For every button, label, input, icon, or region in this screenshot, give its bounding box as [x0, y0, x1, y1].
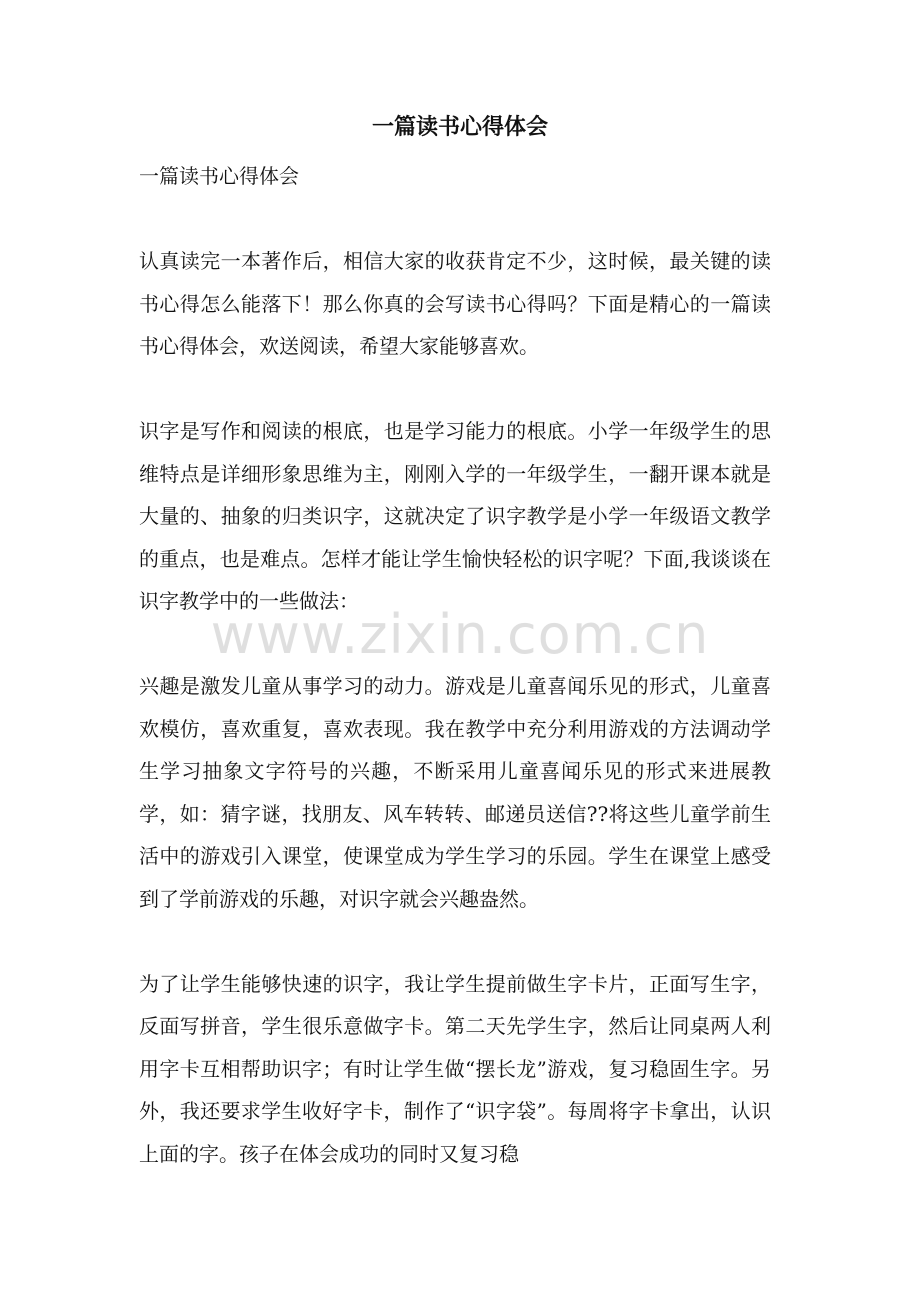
watermark: www.zixin.com.cn — [210, 603, 710, 666]
paragraph-interest: 兴趣是激发儿童从事学习的动力。游戏是儿童喜闻乐见的形式，儿童喜欢模仿，喜欢重复，喜欢表现。我在教学中充分利用游戏的方法调动学生学习抽象文字符号的兴趣，不断采用儿童喜闻乐见的形式来进展教学，如：猜字谜，找朋友、风车转转、邮递员送信??将这些儿童学前生活中的游戏引入课堂，使课堂成为学生学习的乐园。学生在课堂上感受到了学前游戏的乐趣，对识字就会兴趣盎然。 — [139, 674, 771, 911]
page-title: 一篇读书心得体会 — [371, 114, 548, 140]
paragraph-literacy: 识字是写作和阅读的根底，也是学习能力的根底。小学一年级学生的思维特点是详细形象思维为主，刚刚入学的一年级学生，一翻开课本就是大量的、抽象的归类识字，这就决定了识字教学是小学一年级语文教学的重点，也是难点。怎样才能让学生愉快轻松的识字呢？下面,我谈谈在识字教学中的一些做法： — [139, 419, 771, 613]
paragraph-word-cards: 为了让学生能够快速的识字，我让学生提前做生字卡片，正面写生字，反面写拼音，学生很乐意做字卡。第二天先学生字，然后让同桌两人利用字卡互相帮助识字；有时让学生做“摆长龙”游戏，复习稳固生字。另外，我还要求学生收好字卡，制作了“识字袋”。每周将字卡拿出，认识上面的字。孩子在体会成功的同时又复习稳 — [139, 971, 771, 1166]
document-body — [139, 155, 771, 1218]
document-subtitle: 一篇读书心得体会 — [139, 164, 299, 188]
paragraph-intro: 认真读完一本著作后，相信大家的收获肯定不少，这时候，最关键的读书心得怎么能落下！那么你真的会写读书心得吗？下面是精心的一篇读书心得体会，欢送阅读，希望大家能够喜欢。 — [139, 249, 771, 358]
